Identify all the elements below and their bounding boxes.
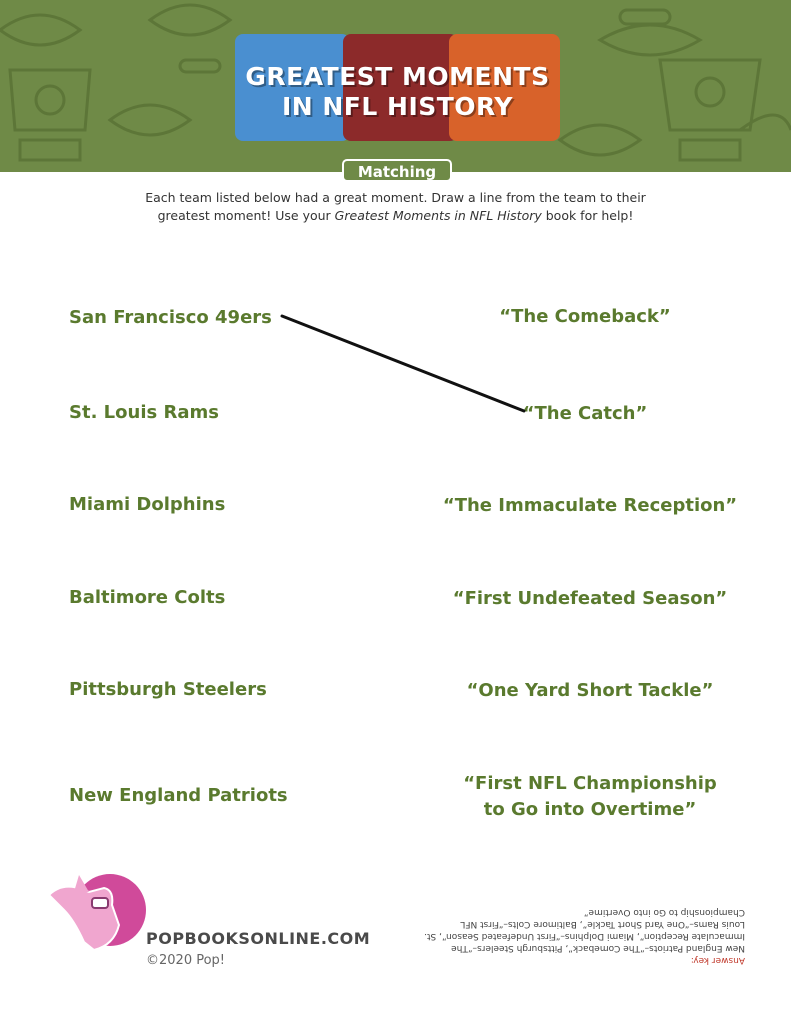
answer-key-label: Answer key: <box>690 955 745 965</box>
instructions-line-1: Each team listed below had a great moment. Draw a line from the team to their <box>145 190 646 205</box>
instructions-suffix: book for help! <box>541 208 634 223</box>
copyright: ©2020 Pop! <box>146 953 226 968</box>
brand-url[interactable]: POPBOOKSONLINE.COM <box>146 929 371 948</box>
matching-tag: Matching <box>342 159 452 182</box>
team-san-francisco-49ers[interactable]: San Francisco 49ers <box>69 307 272 328</box>
team-new-england-patriots[interactable]: New England Patriots <box>69 785 288 806</box>
team-baltimore-colts[interactable]: Baltimore Colts <box>69 587 226 608</box>
book-title: Greatest Moments in NFL History <box>334 208 542 223</box>
kangaroo-logo-icon <box>44 870 154 960</box>
instructions-prefix: greatest moment! Use your <box>157 208 335 223</box>
moment-immaculate-reception[interactable]: “The Immaculate Reception” <box>442 495 738 516</box>
moment-line-2: to Go into Overtime” <box>483 799 697 820</box>
moment-line-1: “First NFL Championship <box>463 773 717 794</box>
moment-the-catch[interactable]: “The Catch” <box>522 403 648 424</box>
moment-first-undefeated-season[interactable]: “First Undefeated Season” <box>452 588 728 609</box>
drawn-match-line <box>282 316 524 411</box>
answer-key-text: New England Patriots–“The Comeback”, Pittsburgh Steelers–“The Immaculate Reception”, Miami Dolphins–“First Undefeated Season”, St. Louis Rams–“One Yard Short Tackle”, Baltimore Colts–“First NFL Championship to Go into Overtime” <box>424 907 745 953</box>
answer-key <box>400 906 745 966</box>
moment-one-yard-short-tackle[interactable]: “One Yard Short Tackle” <box>466 680 714 701</box>
team-pittsburgh-steelers[interactable]: Pittsburgh Steelers <box>69 679 267 700</box>
team-miami-dolphins[interactable]: Miami Dolphins <box>69 494 226 515</box>
title-line-1: GREATEST MOMENTS <box>245 62 550 91</box>
moment-the-comeback[interactable]: “The Comeback” <box>499 306 671 327</box>
title-line-2: IN NFL HISTORY <box>281 92 514 121</box>
team-st-louis-rams[interactable]: St. Louis Rams <box>69 402 219 423</box>
